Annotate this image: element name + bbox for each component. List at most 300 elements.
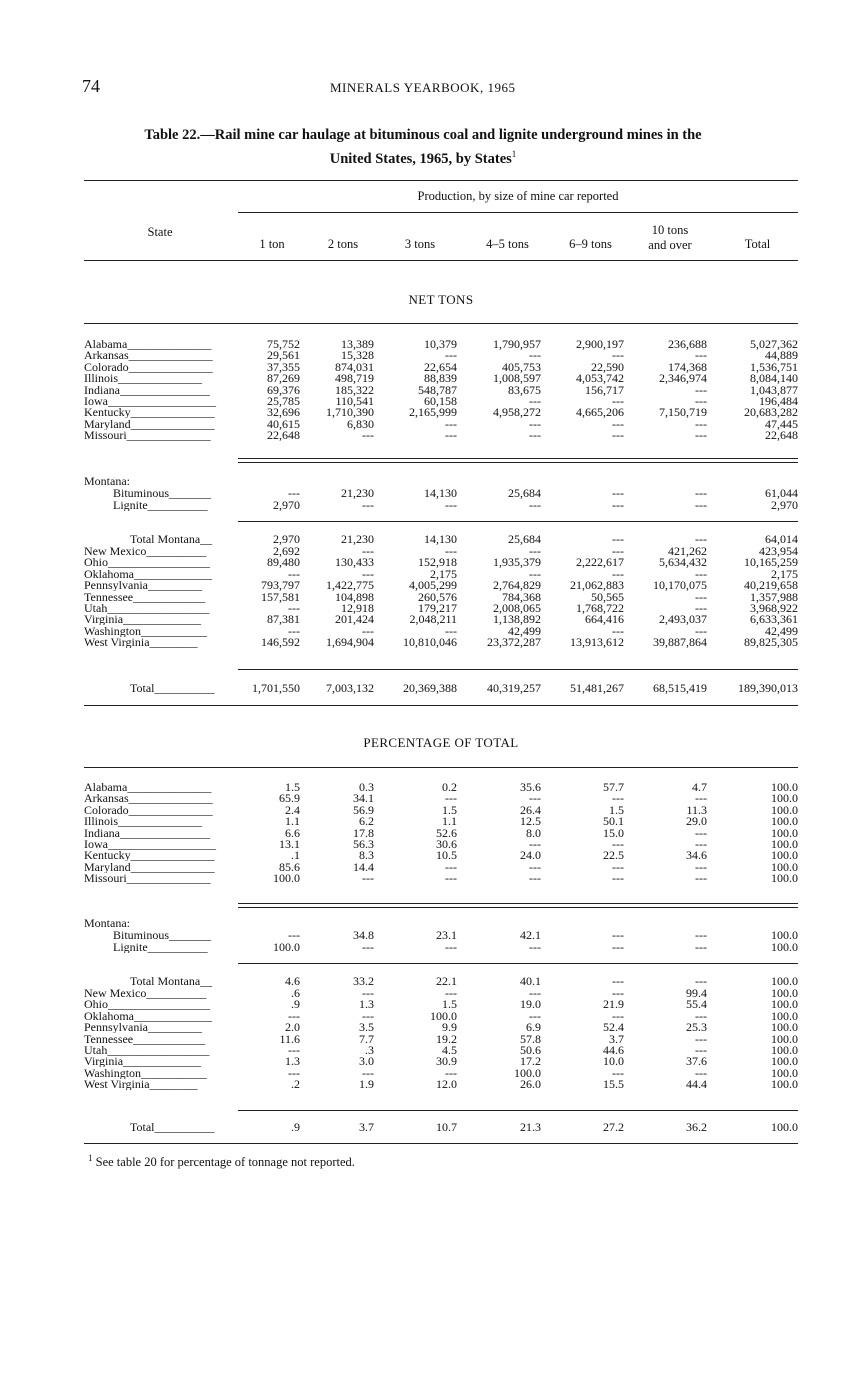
table-cell: 100.0: [771, 1054, 798, 1069]
net-total-rule: [238, 669, 798, 670]
table-cell: 11.3: [686, 802, 707, 817]
table-cell: 664,416: [585, 612, 624, 627]
table-cell: 56.3: [353, 837, 374, 851]
table-cell: 100.0: [771, 859, 798, 874]
table-cell: 2,008,065: [493, 601, 541, 615]
table-cell: ---: [695, 623, 707, 638]
table-cell: 15,328: [341, 348, 374, 363]
table-cell: 34.1: [353, 791, 374, 806]
table-cell: 57.8: [520, 1031, 541, 1046]
table-cell: 40,219,658: [744, 578, 798, 593]
spanner-head: Production, by size of mine car reported: [417, 189, 619, 203]
table-cell: 130,433: [335, 555, 374, 570]
table-cell: ---: [695, 394, 707, 408]
table-cell: 3.0: [359, 1054, 374, 1069]
table-cell: 99.4: [686, 986, 707, 1000]
state-label: Total__________: [130, 1121, 215, 1133]
table-cell: 196,484: [759, 394, 798, 408]
section-percentage: PERCENTAGE OF TOTAL: [363, 735, 519, 750]
table-row: [0, 1055, 846, 1067]
table-cell: 22.1: [436, 974, 457, 988]
table-cell: ---: [445, 1065, 457, 1080]
table-cell: 1,935,379: [493, 555, 541, 570]
table-cell: ---: [695, 928, 707, 942]
table-cell: ---: [612, 486, 624, 500]
table-cell: .1: [291, 848, 300, 863]
table-cell: 2.4: [285, 802, 300, 817]
table-cell: 22,654: [424, 359, 457, 374]
table-cell: 3.7: [609, 1031, 624, 1046]
montana-label: Montana:: [84, 917, 130, 929]
table-cell: 10,170,075: [653, 578, 707, 593]
montana-rule-1: [238, 521, 798, 522]
table-cell: 2.0: [285, 1020, 300, 1035]
table-cell: ---: [362, 1065, 374, 1080]
table-row: [0, 338, 846, 350]
table-row: [0, 406, 846, 418]
table-cell: 61,044: [765, 486, 798, 500]
table-cell: ---: [445, 428, 457, 443]
table-cell: 21.9: [603, 997, 624, 1012]
table-cell: ---: [695, 825, 707, 840]
table-cell: 7,003,132: [326, 681, 374, 695]
table-cell: 35.6: [520, 780, 541, 794]
table-row: [0, 998, 846, 1010]
table-cell: ---: [529, 1008, 541, 1023]
table-row: [0, 804, 846, 816]
state-label: Washington___________: [84, 624, 208, 637]
state-label: Tennessee____________: [84, 1032, 206, 1045]
table-cell: 14,130: [424, 532, 457, 546]
table-cell: 20,683,282: [744, 405, 798, 420]
state-label: Bituminous_______: [113, 929, 212, 941]
table-cell: ---: [612, 566, 624, 581]
table-cell: ---: [445, 986, 457, 1000]
table-cell: ---: [529, 566, 541, 581]
table-cell: 87,269: [267, 371, 300, 386]
table-row: [0, 838, 846, 850]
table-cell: ---: [695, 837, 707, 851]
table-cell: 1.5: [609, 802, 624, 817]
table-title-line2: United States, 1965, by States$^1$: [329, 149, 517, 167]
table-cell: 10,810,046: [403, 635, 457, 650]
pct-rule: [84, 767, 798, 768]
table-row: [0, 975, 846, 987]
table-cell: 2,970: [273, 498, 300, 512]
table-row: [0, 349, 846, 361]
table-cell: 4.5: [442, 1043, 457, 1057]
table-cell: 7.7: [359, 1031, 374, 1046]
table-cell: 5,634,432: [659, 555, 707, 570]
table-cell: 22,648: [267, 428, 300, 443]
table-cell: ---: [612, 940, 624, 954]
table-cell: 13,913,612: [570, 635, 624, 650]
state-label: Illinois______________: [84, 815, 203, 828]
table-cell: ---: [362, 498, 374, 512]
table-cell: 50.1: [603, 814, 624, 829]
table-cell: 13,389: [341, 337, 374, 351]
bottom-rule: [84, 1143, 798, 1144]
table-cell: .2: [291, 1077, 300, 1092]
table-cell: 30.6: [436, 837, 457, 851]
table-cell: 2,493,037: [659, 612, 707, 627]
state-label: Ohio_________________: [84, 556, 210, 569]
table-cell: 2,165,999: [409, 405, 457, 420]
table-cell: ---: [612, 928, 624, 942]
table-cell: ---: [612, 532, 624, 546]
state-label: Oklahoma_____________: [84, 567, 212, 580]
table-row: [0, 682, 846, 694]
header-rule: [84, 260, 798, 261]
table-row: [0, 1033, 846, 1045]
table-cell: .3: [365, 1043, 374, 1057]
table-cell: 21,062,883: [570, 578, 624, 593]
table-cell: ---: [362, 544, 374, 558]
state-label: Oklahoma_____________: [84, 1009, 212, 1022]
table-cell: 100.0: [771, 791, 798, 806]
table-cell: ---: [288, 601, 300, 615]
table-cell: 8,084,140: [750, 371, 798, 386]
table-cell: 100.0: [771, 1120, 798, 1134]
table-cell: ---: [445, 859, 457, 874]
state-label: West Virginia________: [84, 1078, 198, 1091]
table-cell: 21,230: [341, 532, 374, 546]
table-cell: 10,379: [424, 337, 457, 351]
table-cell: ---: [695, 532, 707, 546]
section-net-tons: NET TONS: [408, 292, 474, 307]
table-cell: 174,368: [668, 359, 707, 374]
net-bottom-rule: [84, 705, 798, 706]
state-label: Colorado______________: [84, 360, 213, 373]
state-label: Colorado______________: [84, 803, 213, 816]
state-label: Maryland______________: [84, 860, 215, 873]
table-cell: ---: [529, 416, 541, 431]
table-cell: 6,830: [347, 416, 374, 431]
pct-total-rule: [238, 1110, 798, 1111]
table-cell: 2,692: [273, 544, 300, 558]
table-cell: 1.5: [442, 802, 457, 817]
table-cell: ---: [695, 566, 707, 581]
table-cell: ---: [288, 1065, 300, 1080]
table-cell: 421,262: [668, 544, 707, 558]
table-cell: ---: [529, 837, 541, 851]
state-label: Virginia_____________: [84, 1055, 202, 1068]
table-cell: 3.7: [359, 1120, 374, 1134]
table-cell: ---: [695, 871, 707, 886]
table-cell: ---: [288, 486, 300, 500]
table-cell: 85.6: [279, 859, 300, 874]
table-row: [0, 929, 846, 941]
table-row: [0, 636, 846, 648]
table-cell: ---: [529, 791, 541, 806]
footnote-ref: 1: [511, 149, 517, 159]
table-cell: ---: [612, 837, 624, 851]
state-label: Utah_________________: [84, 1044, 210, 1056]
table-cell: 40,319,257: [487, 681, 541, 695]
state-label: New Mexico__________: [84, 987, 207, 999]
running-title: MINERALS YEARBOOK, 1965: [330, 80, 516, 95]
table-cell: ---: [612, 498, 624, 512]
table-cell: 100.0: [771, 871, 798, 886]
table-cell: ---: [445, 940, 457, 954]
state-label: Pennsylvania_________: [84, 579, 202, 592]
table-cell: 50.6: [520, 1043, 541, 1057]
table-cell: 25,684: [508, 486, 541, 500]
table-cell: ---: [529, 544, 541, 558]
table-cell: 33.2: [353, 974, 374, 988]
state-label: Lignite__________: [113, 941, 208, 953]
state-label: Alabama______________: [84, 338, 212, 350]
table-cell: 100.0: [771, 1065, 798, 1080]
table-cell: 34.6: [686, 848, 707, 863]
table-row: [0, 1021, 846, 1033]
col-total: Total: [744, 237, 771, 251]
table-cell: 100.0: [771, 974, 798, 988]
footnote-mark: 1: [88, 1153, 93, 1163]
table-cell: ---: [362, 871, 374, 886]
state-label: Bituminous_______: [113, 487, 212, 499]
stub-head: State: [147, 225, 173, 239]
top-rule: [84, 180, 798, 181]
table-row: [0, 827, 846, 839]
table-cell: 22,590: [591, 359, 624, 374]
table-cell: ---: [288, 623, 300, 638]
table-row: [0, 499, 846, 511]
table-cell: 100.0: [771, 940, 798, 954]
state-label: Total Montana__: [130, 975, 213, 987]
montana-rule-2: [238, 963, 798, 964]
table-cell: 12.0: [436, 1077, 457, 1092]
table-cell: 2,900,197: [576, 337, 624, 351]
table-cell: ---: [612, 986, 624, 1000]
table-cell: 60,158: [424, 394, 457, 408]
table-cell: 4.6: [285, 974, 300, 988]
table-cell: 37.6: [686, 1054, 707, 1069]
table-cell: ---: [695, 940, 707, 954]
table-cell: ---: [695, 416, 707, 431]
table-cell: ---: [445, 623, 457, 638]
table-cell: 52.6: [436, 825, 457, 840]
col-10-tons-line2: and over: [648, 238, 692, 252]
table-cell: ---: [612, 394, 624, 408]
table-cell: 22,648: [765, 428, 798, 443]
table-cell: 51,481,267: [570, 681, 624, 695]
table-cell: ---: [695, 974, 707, 988]
table-cell: 25,785: [267, 394, 300, 408]
table-cell: ---: [695, 486, 707, 500]
table-row: [0, 941, 846, 953]
col-10-tons: [630, 223, 710, 253]
table-title: [60, 126, 786, 169]
table-cell: 2,346,974: [659, 371, 707, 386]
table-cell: 23,372,287: [487, 635, 541, 650]
table-cell: 42.1: [520, 928, 541, 942]
state-label: Alabama______________: [84, 781, 212, 793]
state-label: Pennsylvania_________: [84, 1021, 202, 1034]
table-cell: 44,889: [765, 348, 798, 363]
table-cell: ---: [529, 859, 541, 874]
table-cell: ---: [529, 498, 541, 512]
table-cell: 1,536,751: [750, 359, 798, 374]
table-cell: 14.4: [353, 859, 374, 874]
table-cell: 6.2: [359, 814, 374, 829]
table-cell: 10.0: [603, 1054, 624, 1069]
table-cell: ---: [362, 428, 374, 443]
table-cell: ---: [612, 348, 624, 363]
table-cell: 189,390,013: [738, 681, 798, 695]
table-cell: ---: [529, 348, 541, 363]
table-cell: 15.5: [603, 1077, 624, 1092]
table-cell: 3.5: [359, 1020, 374, 1035]
table-cell: 42,499: [765, 623, 798, 638]
table-cell: 40,615: [267, 416, 300, 431]
table-cell: 1,694,904: [326, 635, 374, 650]
table-cell: ---: [445, 791, 457, 806]
state-label: Arkansas______________: [84, 792, 213, 805]
table-cell: ---: [612, 544, 624, 558]
table-cell: ---: [288, 1043, 300, 1057]
table-cell: 23.1: [436, 928, 457, 942]
table-cell: 12,918: [341, 601, 374, 615]
table-cell: 65.9: [279, 791, 300, 806]
col-4-5-tons: 4–5 tons: [486, 237, 529, 251]
table-cell: 1,422,775: [326, 578, 374, 593]
table-cell: 8.3: [359, 848, 374, 863]
table-cell: 17.8: [353, 825, 374, 840]
table-cell: ---: [288, 566, 300, 581]
table-cell: 27.2: [603, 1120, 624, 1134]
table-cell: 1.1: [285, 814, 300, 829]
table-cell: 8.0: [526, 825, 541, 840]
table-cell: 100.0: [771, 1020, 798, 1035]
table-cell: 100.0: [771, 1043, 798, 1057]
table-cell: ---: [362, 623, 374, 638]
table-cell: ---: [288, 1008, 300, 1023]
double-rule-1: [238, 458, 798, 463]
table-cell: 146,592: [261, 635, 300, 650]
table-cell: 1.5: [442, 997, 457, 1012]
table-cell: 104,898: [335, 589, 374, 604]
table-cell: 100.0: [771, 802, 798, 817]
table-cell: 157,581: [261, 589, 300, 604]
table-cell: ---: [612, 428, 624, 443]
table-row: [0, 792, 846, 804]
table-cell: 21.3: [520, 1120, 541, 1134]
table-cell: 55.4: [686, 997, 707, 1012]
table-cell: 83,675: [508, 382, 541, 397]
table-cell: 4,665,206: [576, 405, 624, 420]
table-cell: ---: [529, 986, 541, 1000]
table-cell: 1,138,892: [493, 612, 541, 627]
table-cell: ---: [529, 940, 541, 954]
table-cell: 1,357,988: [750, 589, 798, 604]
table-cell: 26.4: [520, 802, 541, 817]
table-cell: 32,696: [267, 405, 300, 420]
table-cell: 1.5: [285, 780, 300, 794]
col-6-9-tons: 6–9 tons: [569, 237, 612, 251]
state-label: Tennessee____________: [84, 590, 206, 603]
table-cell: 69,376: [267, 382, 300, 397]
table-cell: 100.0: [430, 1008, 457, 1023]
table-row: [0, 429, 846, 441]
state-label: New Mexico__________: [84, 545, 207, 557]
table-cell: 100.0: [771, 928, 798, 942]
table-cell: 47,445: [765, 416, 798, 431]
table-cell: 44.6: [603, 1043, 624, 1057]
table-cell: 784,368: [502, 589, 541, 604]
table-cell: 1,008,597: [493, 371, 541, 386]
table-cell: 100.0: [514, 1065, 541, 1080]
table-cell: 156,717: [585, 382, 624, 397]
table-cell: 423,954: [759, 544, 798, 558]
table-cell: ---: [445, 348, 457, 363]
table-row: [0, 861, 846, 873]
table-cell: ---: [445, 544, 457, 558]
table-cell: 87,381: [267, 612, 300, 627]
table-row: [0, 361, 846, 373]
table-cell: ---: [362, 1008, 374, 1023]
table-cell: 2,222,617: [576, 555, 624, 570]
table-cell: 2,175: [771, 566, 798, 581]
table-cell: 40.1: [520, 974, 541, 988]
state-label: Indiana_______________: [84, 826, 210, 839]
table-cell: 17.2: [520, 1054, 541, 1069]
table-cell: 25,684: [508, 532, 541, 546]
table-cell: 100.0: [771, 1008, 798, 1023]
table-cell: 24.0: [520, 848, 541, 863]
table-row: [0, 872, 846, 884]
table-cell: ---: [695, 428, 707, 443]
state-label: West Virginia________: [84, 636, 198, 649]
table-cell: .9: [291, 1120, 300, 1134]
table-row: [0, 987, 846, 999]
table-row: [0, 533, 846, 545]
table-cell: 236,688: [668, 337, 707, 351]
state-label: Lignite__________: [113, 499, 208, 511]
table-cell: 100.0: [273, 871, 300, 886]
table-cell: 52.4: [603, 1020, 624, 1035]
table-cell: 1.9: [359, 1077, 374, 1092]
state-label: Missouri______________: [84, 429, 211, 442]
table-cell: 39,887,864: [653, 635, 707, 650]
table-cell: 22.5: [603, 848, 624, 863]
table-cell: 1,043,877: [750, 382, 798, 397]
table-cell: 15.0: [603, 825, 624, 840]
table-cell: ---: [612, 416, 624, 431]
table-cell: 44.4: [686, 1077, 707, 1092]
table-cell: 6,633,361: [750, 612, 798, 627]
table-cell: 1.1: [442, 814, 457, 829]
montana-label: Montana:: [84, 475, 130, 487]
table-cell: 2,175: [430, 566, 457, 581]
table-cell: ---: [362, 566, 374, 581]
table-cell: 68,515,419: [653, 681, 707, 695]
table-row: [0, 781, 846, 793]
table-cell: 1,768,722: [576, 601, 624, 615]
table-cell: 10,165,259: [744, 555, 798, 570]
table-cell: 14,130: [424, 486, 457, 500]
table-cell: 4,958,272: [493, 405, 541, 420]
table-cell: ---: [612, 871, 624, 886]
table-cell: 10.7: [436, 1120, 457, 1134]
table-cell: ---: [695, 1031, 707, 1046]
state-label: Missouri______________: [84, 872, 211, 885]
spanner-rule: [238, 212, 798, 213]
table-row: [0, 815, 846, 827]
state-label: Iowa__________________: [84, 395, 216, 407]
table-cell: 1.3: [285, 1054, 300, 1069]
table-cell: 75,752: [267, 337, 300, 351]
